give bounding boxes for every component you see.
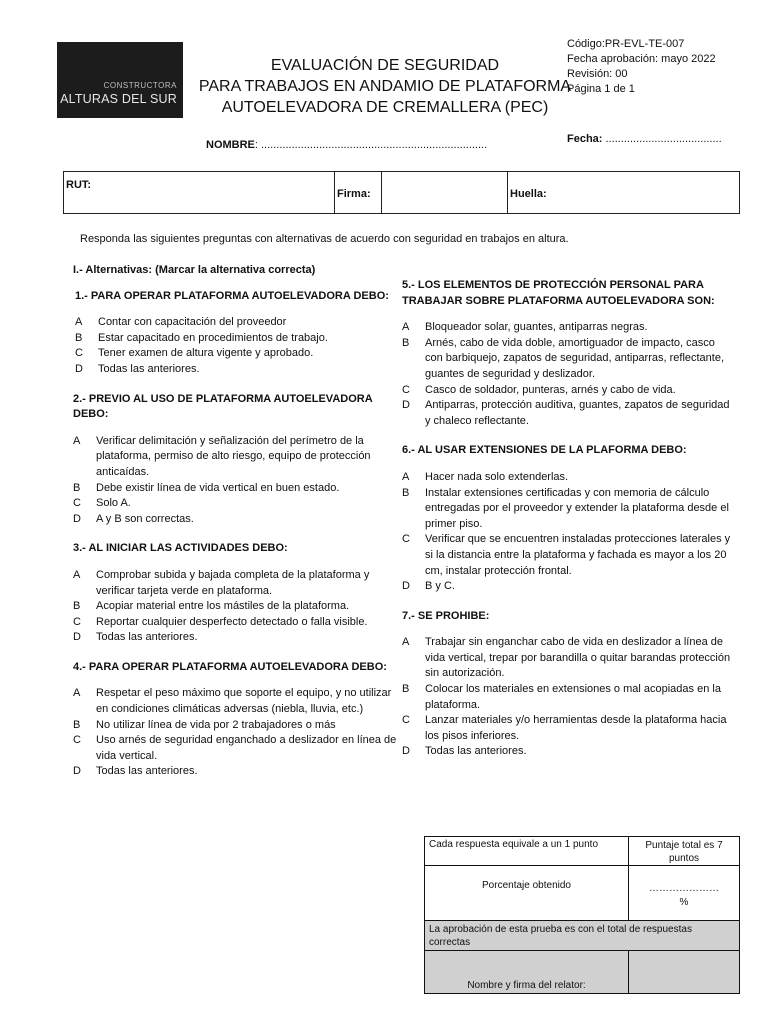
option-letter: D	[75, 362, 83, 375]
percentage-unit: %	[679, 897, 689, 908]
meta-pagina: Página 1 de 1	[567, 83, 635, 95]
option-a[interactable]	[402, 320, 732, 336]
option-letter: C	[73, 615, 81, 628]
nombre-field[interactable]	[206, 139, 487, 151]
option-b[interactable]	[402, 336, 732, 383]
option-text: Bloqueador solar, guantes, antiparras negras.	[425, 321, 648, 334]
option-text: B y C.	[425, 580, 455, 593]
option-letter: D	[402, 580, 410, 593]
option-letter: D	[73, 765, 81, 778]
option-b[interactable]	[75, 331, 403, 347]
option-c[interactable]	[73, 615, 403, 631]
option-letter: B	[73, 481, 81, 494]
option-letter: A	[402, 470, 410, 483]
option-a[interactable]	[402, 635, 732, 682]
meta-fecha-aprobacion: Fecha aprobación: mayo 2022	[567, 53, 716, 65]
option-text: Colocar los materiales en extensiones o mal acopiadas en la plataforma.	[425, 683, 721, 711]
divider	[334, 172, 335, 213]
percentage-line: …………………	[649, 883, 719, 894]
option-d[interactable]	[402, 744, 732, 760]
option-text: Comprobar subida y bajada completa de la plataforma y verificar tarjeta verde en plataforma.	[96, 568, 370, 597]
question-5	[402, 278, 732, 429]
option-letter: B	[75, 331, 83, 344]
question-title: 1.- PARA OPERAR PLATAFORMA AUTOELEVADORA DEBO:	[75, 289, 389, 302]
option-a[interactable]	[73, 568, 403, 599]
approval-note-cell	[425, 921, 739, 951]
question-title: 6.- AL USAR EXTENSIONES DE LA PLAFORMA DEBO:	[402, 444, 687, 457]
option-text: Todas las anteriores.	[96, 631, 198, 644]
option-d[interactable]	[402, 398, 732, 429]
option-text: Acopiar material entre los mástiles de la plataforma.	[96, 600, 350, 613]
question-title: 5.- LOS ELEMENTOS DE PROTECCIÓN PERSONAL PARA TRABAJAR SOBRE PLATAFORMA AUTOELEVADORA SON:	[402, 279, 715, 307]
option-d[interactable]	[73, 764, 403, 780]
option-text: Respetar el peso máximo que soporte el equipo, y no utilizar en condiciones climáticas adversas (niebla, lluvia, etc.)	[96, 687, 392, 716]
nombre-label: NOMBRE	[206, 139, 255, 151]
meta-revision: Revisión: 00	[567, 68, 628, 80]
relator-signature-extra-cell[interactable]	[629, 951, 739, 993]
option-text: Contar con capacitación del proveedor	[98, 316, 287, 329]
nombre-line: : ..........................................................................	[254, 139, 488, 151]
option-text: Verificar delimitación y señalización del perímetro de la plataforma, permiso de alto riesgo, equipo de protección anticaídas.	[96, 434, 371, 478]
percentage-label-cell	[425, 866, 629, 921]
option-a[interactable]	[73, 686, 403, 717]
option-letter: A	[402, 636, 410, 649]
option-letter: A	[73, 434, 81, 447]
option-list	[73, 434, 403, 528]
fecha-field[interactable]	[567, 133, 722, 145]
question-6	[402, 443, 732, 594]
option-letter: B	[402, 336, 410, 349]
option-c[interactable]	[402, 532, 732, 579]
option-letter: C	[402, 383, 410, 396]
section-heading: I.- Alternativas: (Marcar la alternativa correcta)	[73, 264, 316, 276]
option-c[interactable]	[73, 496, 403, 512]
option-b[interactable]	[402, 486, 732, 533]
huella-label: Huella:	[510, 188, 547, 200]
option-c[interactable]	[75, 346, 403, 362]
option-d[interactable]	[73, 630, 403, 646]
option-letter: D	[73, 512, 81, 525]
questions-right-column	[402, 278, 732, 760]
option-text: Estar capacitado en procedimientos de trabajo.	[98, 331, 328, 344]
option-letter: D	[73, 631, 81, 644]
question-3	[73, 541, 403, 646]
question-title: 7.- SE PROHIBE:	[402, 609, 490, 622]
fecha-label: Fecha:	[567, 133, 603, 145]
score-table	[424, 836, 740, 994]
divider	[381, 172, 382, 213]
question-title: 4.- PARA OPERAR PLATAFORMA AUTOELEVADORA DEBO:	[73, 660, 387, 673]
score-total-cell	[629, 837, 739, 866]
title-line-1: EVALUACIÓN DE SEGURIDAD	[270, 57, 500, 74]
option-c[interactable]	[402, 713, 732, 744]
question-title: 2.- PREVIO AL USO DE PLATAFORMA AUTOELEVADORA DEBO:	[73, 392, 373, 421]
option-letter: A	[73, 568, 81, 581]
score-rule-cell	[425, 837, 629, 866]
option-letter: B	[402, 486, 410, 499]
option-a[interactable]	[402, 470, 732, 486]
document-title	[190, 55, 580, 118]
option-list	[73, 568, 403, 646]
option-text: Casco de soldador, punteras, arnés y cabo de vida.	[425, 383, 676, 396]
option-letter: C	[73, 497, 81, 510]
question-7	[402, 609, 732, 760]
option-text: No utilizar línea de vida por 2 trabajadores o más	[96, 718, 336, 731]
relator-signature-cell[interactable]	[425, 951, 629, 993]
option-text: Todas las anteriores.	[98, 362, 200, 375]
option-text: Solo A.	[96, 497, 131, 510]
option-a[interactable]	[75, 315, 403, 331]
option-letter: C	[402, 714, 410, 727]
option-text: Trabajar sin enganchar cabo de vida en deslizador a línea de vida vertical, trepar por barandilla o quitar barandas protección sin autorización.	[425, 636, 731, 680]
option-d[interactable]	[73, 512, 403, 528]
title-line-3: AUTOELEVADORA DE CREMALLERA (PEC)	[221, 99, 549, 116]
option-text: Lanzar materiales y/o herramientas desde la plataforma hacia los pisos inferiores.	[425, 714, 727, 742]
option-text: Todas las anteriores.	[425, 745, 527, 758]
option-text: Reportar cualquier desperfecto detectado o falla visible.	[96, 615, 368, 628]
option-letter: A	[73, 687, 81, 700]
question-4	[73, 660, 403, 780]
option-text: Uso arnés de seguridad enganchado a deslizador en línea de vida vertical.	[96, 734, 397, 762]
score-rule: Cada respuesta equivale a un 1 punto	[429, 839, 599, 850]
option-letter: C	[73, 734, 81, 747]
fecha-line: ......................................	[602, 133, 722, 145]
option-b[interactable]	[73, 481, 403, 497]
option-text: Tener examen de altura vigente y aprobado.	[98, 347, 314, 360]
question-2	[73, 392, 403, 528]
document-meta	[567, 37, 716, 97]
option-b[interactable]	[73, 599, 403, 615]
rut-label: RUT:	[66, 179, 92, 191]
option-text: Instalar extensiones certificadas y con memoria de cálculo entregadas por el proveedor y extender la plataforma desde el primer piso.	[425, 486, 729, 530]
option-letter: B	[402, 683, 410, 696]
option-list	[402, 635, 732, 760]
option-letter: B	[73, 718, 81, 731]
firma-label: Firma:	[337, 188, 371, 200]
relator-signature-label: Nombre y firma del relator:	[467, 980, 586, 991]
logo-subtitle: CONSTRUCTORA	[103, 81, 177, 90]
option-d[interactable]	[402, 579, 732, 595]
option-list	[75, 315, 403, 377]
option-letter: B	[73, 600, 81, 613]
option-letter: D	[402, 399, 410, 412]
option-text: A y B son correctas.	[96, 512, 194, 525]
score-total: Puntaje total es 7 puntos	[645, 840, 723, 864]
option-letter: A	[402, 321, 410, 334]
questions-left-column	[73, 263, 403, 780]
instructions: Responda las siguientes preguntas con alternativas de acuerdo con seguridad en trabajos en altura.	[80, 233, 569, 245]
approval-note: La aprobación de esta prueba es con el total de respuestas correctas	[429, 924, 692, 948]
percentage-label: Porcentaje obtenido	[482, 880, 571, 891]
logo-name: ALTURAS DEL SUR	[60, 92, 177, 106]
option-c[interactable]	[402, 383, 732, 399]
divider	[507, 172, 508, 213]
option-letter: C	[75, 347, 83, 360]
option-b[interactable]	[402, 682, 732, 713]
option-letter: A	[75, 316, 83, 329]
option-c[interactable]	[73, 733, 403, 764]
option-a[interactable]	[73, 434, 403, 481]
title-line-2: PARA TRABAJOS EN ANDAMIO DE PLATAFORMA	[198, 78, 572, 95]
option-list	[73, 686, 403, 780]
option-text: Antiparras, protección auditiva, guantes, zapatos de seguridad y chaleco reflectante.	[425, 399, 730, 427]
option-text: Verificar que se encuentren instaladas protecciones laterales y si la distancia entre la plataforma y fachada es mayor a los 20 cm, instalar protección frontal.	[425, 533, 731, 577]
meta-codigo: Código:PR-EVL-TE-007	[567, 38, 685, 50]
option-text: Arnés, cabo de vida doble, amortiguador de impacto, casco con barbiquejo, zapatos de seguridad, antiparras, reflectante, guantes de seguridad y deslizador.	[425, 336, 725, 380]
question-1	[73, 289, 403, 378]
option-text: Todas las anteriores.	[96, 765, 198, 778]
option-d[interactable]	[75, 362, 403, 378]
option-text: Hacer nada solo extenderlas.	[425, 470, 569, 483]
id-row-table	[63, 171, 740, 214]
option-list	[402, 470, 732, 595]
option-b[interactable]	[73, 718, 403, 734]
question-title: 3.- AL INICIAR LAS ACTIVIDADES DEBO:	[73, 542, 288, 555]
option-list	[402, 320, 732, 429]
option-letter: D	[402, 745, 410, 758]
percentage-value-cell[interactable]	[629, 866, 739, 921]
option-letter: C	[402, 533, 410, 546]
option-text: Debe existir línea de vida vertical en buen estado.	[96, 481, 340, 494]
company-logo	[57, 42, 183, 118]
